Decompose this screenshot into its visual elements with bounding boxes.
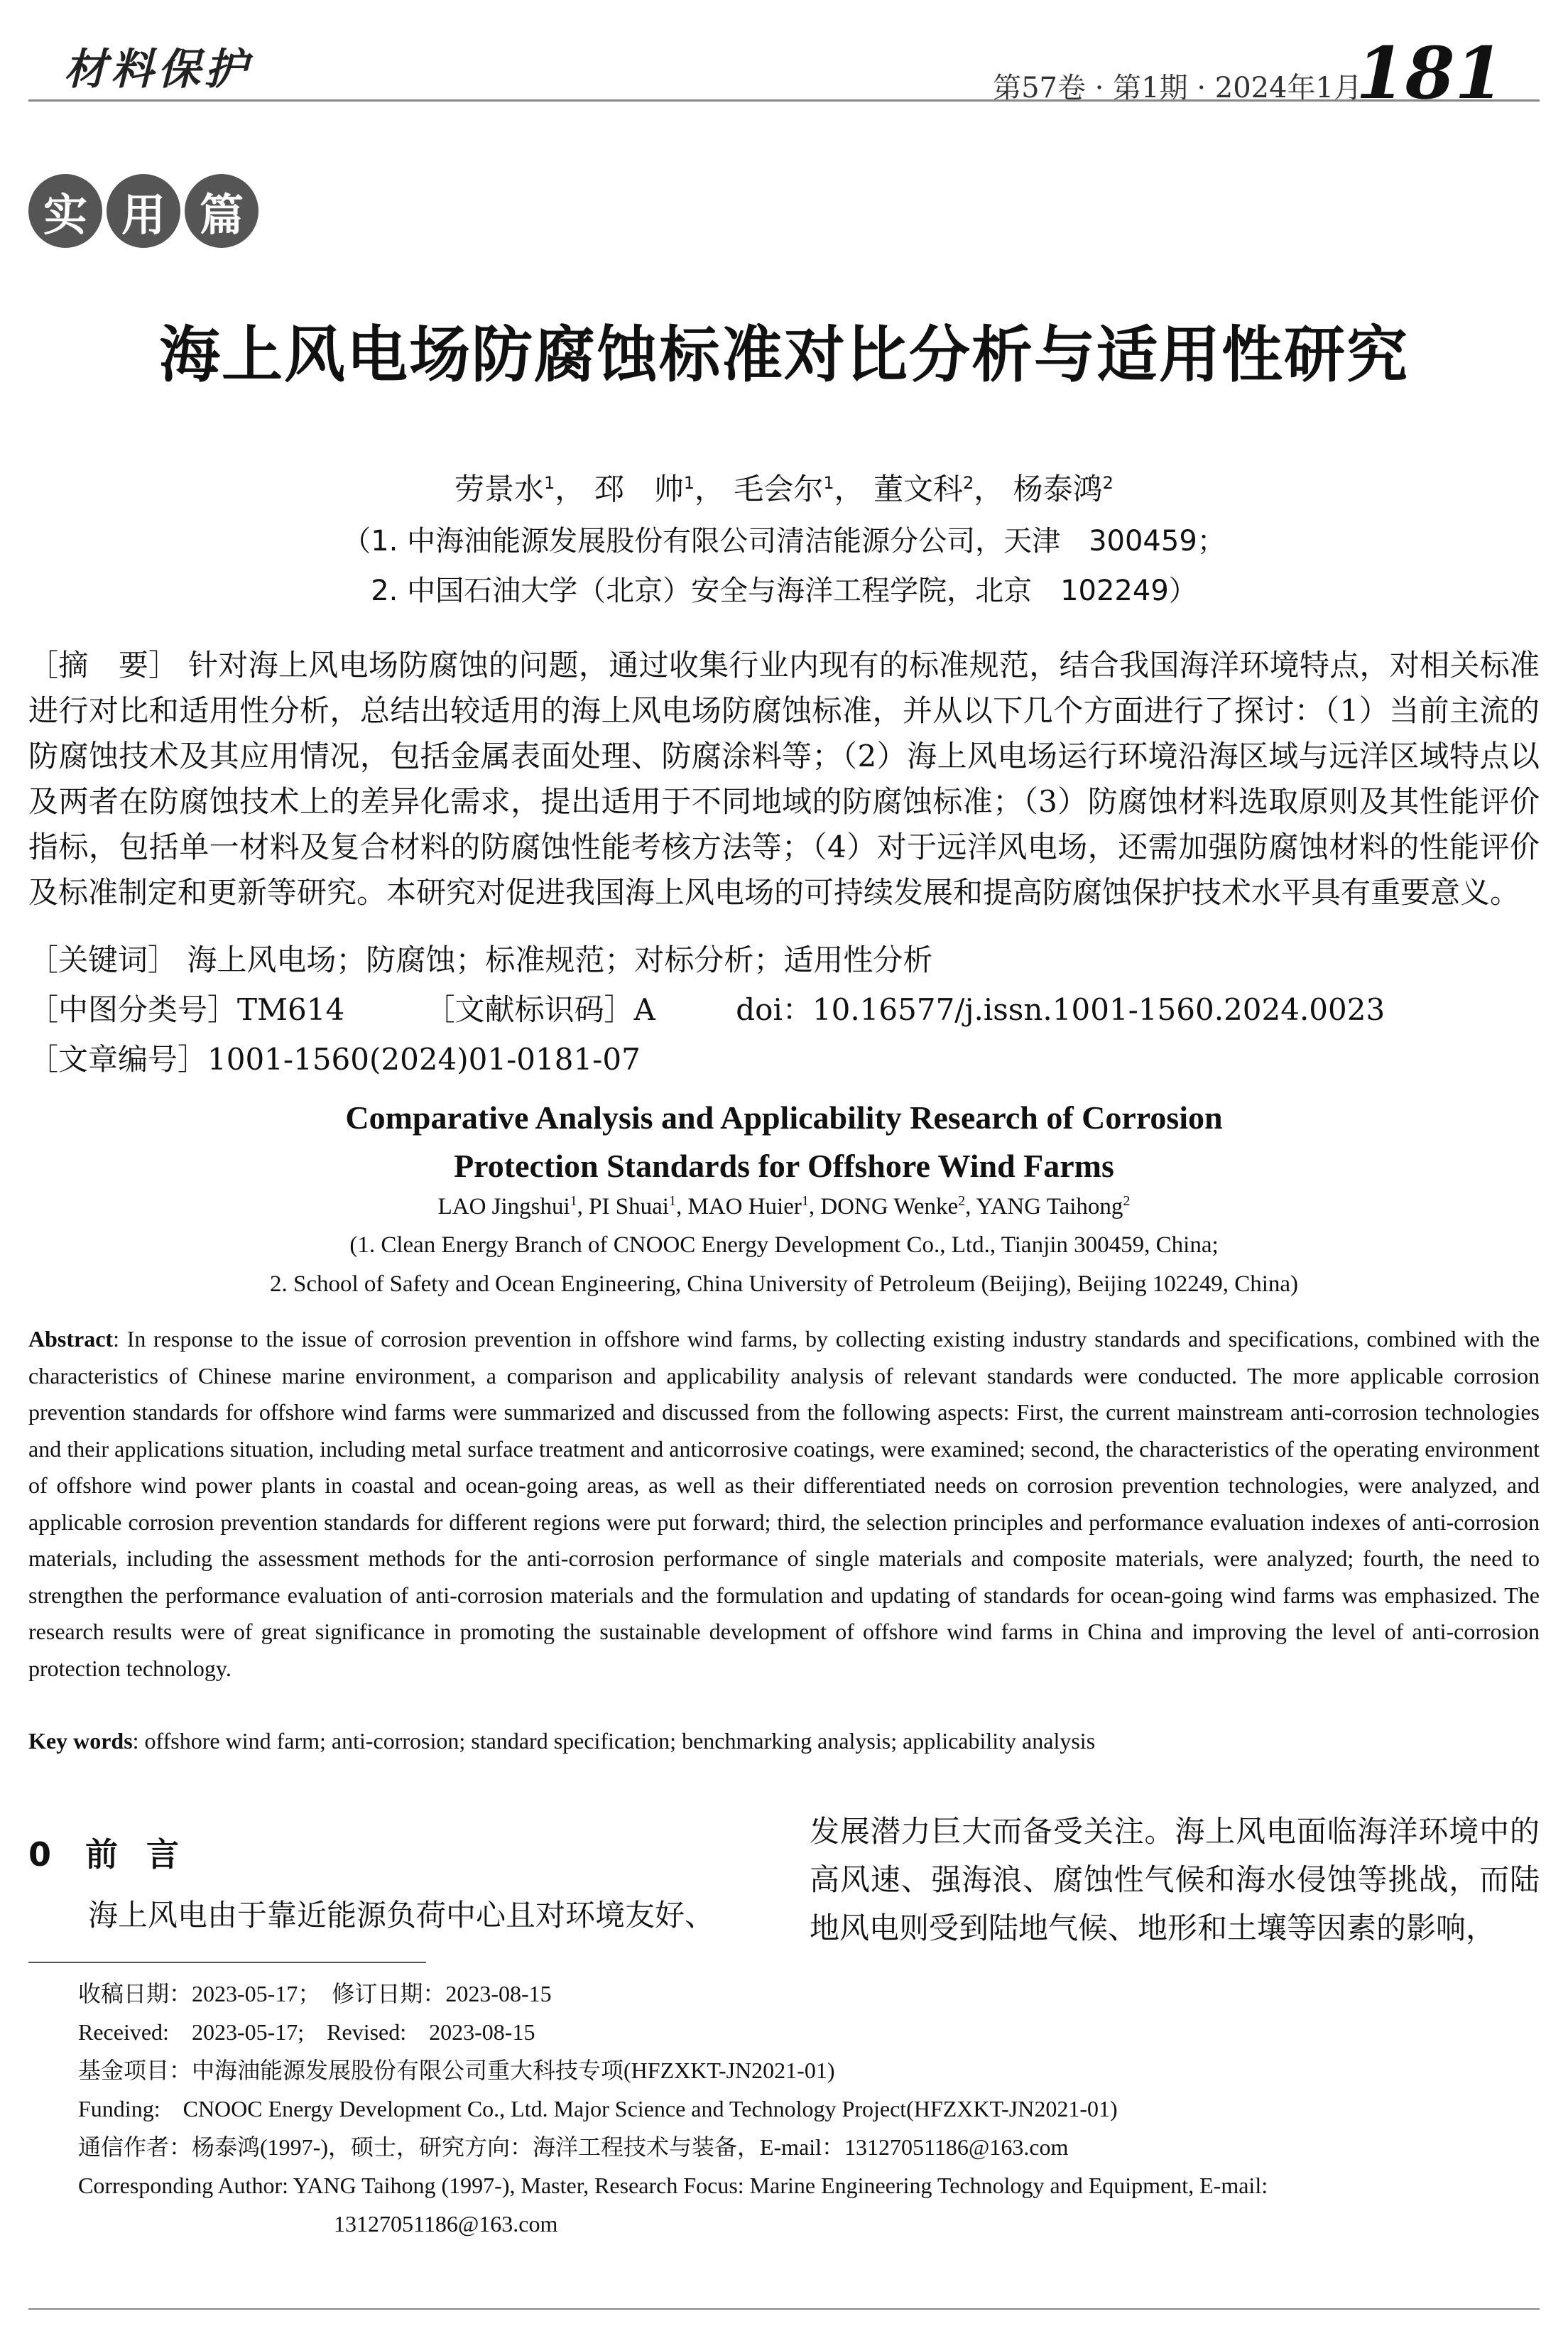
author-name: YANG Taihong: [976, 1194, 1123, 1219]
article-title: 海上风电场防腐蚀标准对比分析与适用性研究: [159, 320, 1409, 391]
doi-label: doi：: [736, 992, 812, 1027]
author-name: 杨泰鸿: [1013, 472, 1103, 506]
author-name: DONG Wenke: [820, 1194, 959, 1219]
author-affiliation-mark: 1: [668, 1193, 676, 1209]
english-affiliation-line: 2. School of Safety and Ocean Engineering, China University of Petroleum (Beijing), Beijing 102249, China): [269, 1271, 1299, 1297]
column-tag-char: 用: [107, 174, 180, 248]
footnote-author-en: Corresponding Author: YANG Taihong (1997-), Master, Research Focus: Marine Engineering Technology and Equipment, E-mail:: [78, 2173, 1268, 2198]
author-affiliation-mark: 2: [963, 473, 974, 493]
page-number: 181: [1356, 31, 1504, 115]
footnote-author-email: 13127051186@163.com: [334, 2211, 558, 2237]
chinese-abstract: [28, 643, 1540, 915]
body-paragraph-left: 海上风电由于靠近能源负荷中心且对环境友好、: [88, 1898, 715, 1933]
author-affiliation-mark: 2: [958, 1193, 966, 1209]
doi: 10.16577/j.issn.1001-1560.2024.0023: [812, 992, 1385, 1027]
footnote-author-cn: 通信作者：杨泰鸿(1997-)，硕士，研究方向：海洋工程技术与装备，E-mail：13127051186@163.com: [78, 2134, 1069, 2160]
issue-info: 第57卷 · 第1期 · 2024年1月: [993, 72, 1362, 104]
article-number: 1001-1560(2024)01-0181-07: [207, 1042, 641, 1077]
english-abstract: Abstract: In response to the issue of corrosion prevention in offshore wind farms, by collecting existing industry standards and specifications, combined with the characteristics of Chinese marine environment, a comparison and applicability analysis of relevant standards were conducted. The more applicable corrosion prevention standards for offshore wind farms were summarized and discussed from the following aspects: First, the current mainstream anti-corrosion technologies and their applications situation, including metal surface treatment and anticorrosive coatings, were examined; second, the characteristics of the operating environment of offshore wind power plants in coastal and ocean-going areas, as well as their differentiated needs on corrosion prevention technologies, were analyzed, and applicable corrosion prevention standards for different regions were put forward; third, the selection principles and performance evaluation indexes of anti-corrosion materials, including the assessment methods for the anti-corrosion performance of single materials and composite materials, were analyzed; fourth, the need to strengthen the performance evaluation of anti-corrosion materials and the formulation and updating of standards for ocean-going wind farms was emphasized. The research results were of great significance in promoting the sustainable development of offshore wind farms in China and improving the level of anti-corrosion protection technology.: [28, 1326, 1540, 1681]
english-title: [0, 1094, 1568, 1190]
column-tag-char: 实: [28, 174, 102, 248]
author-name: PI Shuai: [589, 1194, 669, 1219]
section-title: 前言: [85, 1835, 207, 1874]
footnotes: [78, 1974, 1540, 2243]
affiliation-line: （1. 中海油能源发展股份有限公司清洁能源分公司，天津 300459；: [342, 525, 1226, 558]
journal-logo: 材料保护: [64, 45, 251, 94]
footnote-rule: [28, 1962, 426, 1963]
page-header: [28, 28, 1540, 115]
author-name: 毛会尔: [734, 472, 824, 506]
author-affiliation-mark: 1: [823, 473, 834, 493]
english-affiliation-line: (1. Clean Energy Branch of CNOOC Energy Development Co., Ltd., Tianjin 300459, China;: [349, 1232, 1219, 1258]
author-name: MAO Huier: [687, 1194, 802, 1219]
author-affiliation-mark: 2: [1102, 473, 1114, 493]
clc-label: ［中图分类号］: [28, 992, 238, 1027]
footnote-funding-cn: 基金项目：中海油能源发展股份有限公司重大科技专项(HFZXKT-JN2021-01): [78, 2058, 835, 2083]
section-heading: [28, 1829, 207, 1876]
footnote-received-en: Received: 2023-05-17; Revised: 2023-08-15: [78, 2019, 535, 2045]
english-title-line: Comparative Analysis and Applicability Research of Corrosion: [345, 1099, 1223, 1136]
author-name: 邳 帅: [594, 472, 684, 506]
english-title-line: Protection Standards for Offshore Wind Farms: [454, 1148, 1114, 1184]
english-keywords: Key words: offshore wind farm; anti-corrosion; standard specification; benchmarking analysis; applicability analysis: [28, 1728, 1096, 1754]
author-affiliation-mark: 1: [570, 1193, 577, 1209]
footnote-received-cn: 收稿日期：2023-05-17； 修订日期：2023-08-15: [78, 1981, 552, 2006]
author-affiliation-mark: 2: [1123, 1193, 1131, 1209]
article-number-label: ［文章编号］: [28, 1042, 208, 1077]
author-name: 劳景水: [454, 472, 545, 506]
abstract-text: 针对海上风电场防腐蚀的问题，通过收集行业内现有的标准规范，结合我国海洋环境特点，对相关标准进行对比和适用性分析，总结出较适用的海上风电场防腐蚀标准，并从以下几个方面进行了探讨：（1）当前主流的防腐蚀技术及其应用情况，包括金属表面处理、防腐涂料等；（2）海上风电场运行环境沿海区域与远洋区域特点以及两者在防腐蚀技术上的差异化需求，提出适用于不同地域的防腐蚀标准；（3）防腐蚀材料选取原则及其性能评价指标，包括单一材料及复合材料的防腐蚀性能考核方法等；（4）对于远洋风电场，还需加强防腐蚀材料的性能评价及标准制定和更新等研究。本研究对促进我国海上风电场的可持续发展和提高防腐蚀保护技术水平具有重要意义。: [28, 648, 1540, 910]
article-number-line: [28, 1037, 1540, 1082]
english-keywords-label: Key words: [28, 1728, 133, 1754]
author-name: 董文科: [873, 472, 964, 506]
english-author-list: LAO Jingshui$^1$, PI Shuai$^1$, MAO Huier$^1$, DONG Wenke$^2$, YANG Taihong$^2$: [437, 1193, 1131, 1219]
keywords-label: ［关键词］: [28, 942, 178, 977]
abstract-label: ［摘 要］: [28, 648, 179, 683]
keywords-text: 海上风电场；防腐蚀；标准规范；对标分析；适用性分析: [187, 942, 933, 977]
header-rule: [28, 99, 1540, 102]
author-affiliation-mark: 1: [683, 473, 695, 493]
chinese-keywords: [28, 938, 1540, 983]
doc-code: A: [633, 992, 655, 1027]
classification-line: [28, 987, 1540, 1033]
affiliation-line: 2. 中国石油大学（北京）安全与海洋工程学院，北京 102249）: [371, 575, 1197, 607]
footnote-funding-en: Funding: CNOOC Energy Development Co., Ltd. Major Science and Technology Project(HFZXKT-JN2021-01): [78, 2096, 1118, 2121]
author-affiliation-mark: 1: [544, 473, 555, 493]
section-number: 0: [28, 1835, 52, 1874]
body-paragraph-right: 发展潜力巨大而备受关注。海上风电面临海洋环境中的高风速、强海浪、腐蚀性气候和海水侵蚀等挑战，而陆地风电则受到陆地气候、地形和土壤等因素的影响，: [810, 1814, 1540, 1945]
doc-code-label: ［文献标识码］: [425, 992, 634, 1027]
english-abstract-label: Abstract: [28, 1326, 114, 1352]
author-list: 劳景水$^1$， 邳 帅$^1$， 毛会尔$^1$， 董文科$^2$， 杨泰鸿$^2$: [454, 472, 1114, 506]
clc-number: TM614: [237, 992, 345, 1027]
column-tag: [28, 174, 258, 248]
english-keywords-text: offshore wind farm; anti-corrosion; standard specification; benchmarking analysis; applicability analysis: [144, 1728, 1096, 1754]
bottom-rule: [28, 2308, 1540, 2310]
english-abstract-text: In response to the issue of corrosion prevention in offshore wind farms, by collecting existing industry standards and specifications, combined with the characteristics of Chinese marine environment, a comparison and applicability analysis of relevant standards were conducted. The more applicable corrosion prevention standards for offshore wind farms were summarized and discussed from the following aspects: First, the current mainstream anti-corrosion technologies and their applications situation, including metal surface treatment and anticorrosive coatings, were examined; second, the characteristics of the operating environment of offshore wind power plants in coastal and ocean-going areas, as well as their differentiated needs on corrosion prevention technologies, were analyzed, and applicable corrosion prevention standards for different regions were put forward; third, the selection principles and performance evaluation indexes of anti-corrosion materials, including the assessment methods for the anti-corrosion performance of single materials and composite materials, were analyzed; fourth, the need to strengthen the performance evaluation of anti-corrosion materials and the formulation and updating of standards for ocean-going wind farms was emphasized. The research results were of great significance in promoting the sustainable development of offshore wind farms in China and improving the level of anti-corrosion protection technology.: [28, 1326, 1540, 1681]
author-name: LAO Jingshui: [437, 1194, 570, 1219]
column-tag-char: 篇: [185, 174, 258, 248]
author-affiliation-mark: 1: [801, 1193, 809, 1209]
